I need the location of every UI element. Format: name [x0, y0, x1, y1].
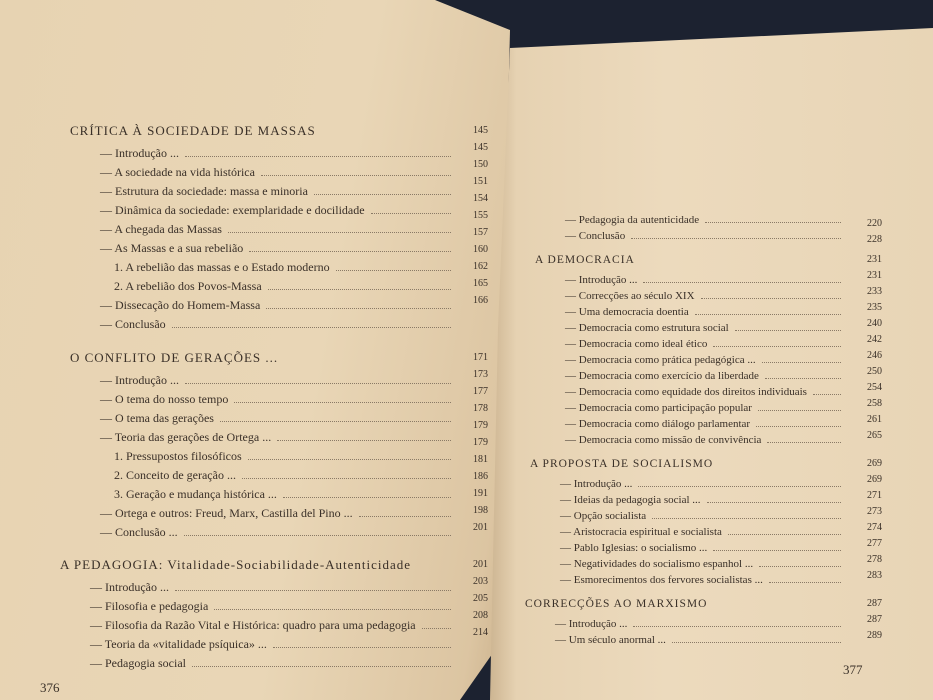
toc-entry	[525, 632, 845, 648]
toc-entry	[70, 163, 455, 182]
leader-dots	[735, 330, 841, 331]
toc-entry	[535, 304, 845, 320]
leader-dots	[248, 459, 451, 460]
toc-section	[525, 592, 845, 648]
leader-dots	[762, 362, 841, 363]
toc-section-title: A PEDAGOGIA: Vitalidade-Sociabilidade-Autenticidade	[60, 557, 412, 572]
toc-entry	[530, 572, 845, 588]
toc-entry-title: — Introdução ...	[565, 274, 638, 286]
toc-entry	[60, 616, 455, 635]
toc-entry-title: — Introdução ...	[560, 478, 633, 490]
toc-page-number: 269	[867, 458, 882, 469]
page-number-column	[852, 456, 882, 584]
toc-section-title: CORRECÇÕES AO MARXISMO	[525, 598, 708, 610]
toc-entry	[70, 447, 455, 466]
toc-entry	[535, 212, 845, 228]
toc-page-number: 269	[867, 474, 882, 485]
leader-dots	[705, 222, 841, 223]
toc-page-number: 181	[473, 454, 488, 465]
toc-entry	[70, 182, 455, 201]
toc-entry	[535, 432, 845, 448]
leader-dots	[769, 582, 841, 583]
toc-entry-title: — Democracia como prática pedagógica ...	[565, 354, 756, 366]
toc-section	[535, 248, 845, 448]
toc-entry	[530, 540, 845, 556]
toc-page-number: 287	[867, 598, 882, 609]
right-page-number: 377	[843, 662, 863, 677]
leader-dots	[422, 628, 451, 629]
toc-page-number: 145	[473, 125, 488, 136]
toc-page-number: 271	[867, 490, 882, 501]
toc-page-number: 283	[867, 570, 882, 581]
toc-entry	[535, 384, 845, 400]
toc-entry	[535, 400, 845, 416]
toc-page-number: 233	[867, 286, 882, 297]
toc-entry-title: — Democracia como missão de convivência	[565, 434, 762, 446]
toc-entry	[70, 523, 455, 542]
toc-entry-title: — Democracia como ideal ético	[565, 338, 708, 350]
toc-page-number: 157	[473, 227, 488, 238]
leader-dots	[249, 251, 451, 252]
toc-entry	[535, 288, 845, 304]
toc-entry	[70, 428, 455, 447]
toc-page-number: 166	[473, 295, 488, 306]
toc-section	[535, 212, 845, 244]
toc-page-number: 198	[473, 505, 488, 516]
toc-entry	[530, 524, 845, 540]
toc-page-number: 154	[473, 193, 488, 204]
toc-section	[70, 118, 455, 334]
toc-entry-title: — Opção socialista	[560, 510, 647, 522]
leader-dots	[268, 289, 451, 290]
toc-page-number: 179	[473, 437, 488, 448]
toc-page-number: 173	[473, 369, 488, 380]
toc-entry-title: — O tema das gerações	[100, 411, 214, 425]
toc-entry	[70, 504, 455, 523]
leader-dots	[172, 327, 451, 328]
toc-entry-title: — Conclusão ...	[100, 525, 178, 539]
toc-page-number: 191	[473, 488, 488, 499]
toc-entry	[70, 485, 455, 504]
toc-page-number: 250	[867, 366, 882, 377]
toc-page-number: 151	[473, 176, 488, 187]
toc-entry	[70, 201, 455, 220]
toc-entry-title: — Introdução ...	[555, 618, 628, 630]
toc-entry	[530, 508, 845, 524]
toc-entry	[70, 315, 455, 334]
toc-page-number: 205	[473, 593, 488, 604]
leader-dots	[273, 647, 451, 648]
toc-entry-title: — Aristocracia espiritual e socialista	[560, 526, 722, 538]
toc-page-number: 240	[867, 318, 882, 329]
page-number-column	[852, 252, 882, 444]
toc-section	[70, 345, 455, 542]
toc-entry-title: — Conclusão	[100, 317, 166, 331]
toc-entry-title: — Uma democracia doentia	[565, 306, 689, 318]
toc-page-number: 277	[867, 538, 882, 549]
toc-page-number: 177	[473, 386, 488, 397]
leader-dots	[643, 282, 841, 283]
leader-dots	[672, 642, 841, 643]
toc-entry-title: — Democracia como exercício da liberdade	[565, 370, 759, 382]
toc-entry-title: — A sociedade na vida histórica	[100, 165, 255, 179]
toc-entry-title: — Conclusão	[565, 230, 626, 242]
toc-entry	[535, 272, 845, 288]
toc-entry-title: — Dissecação do Homem-Massa	[100, 298, 261, 312]
toc-page-number: 201	[473, 559, 488, 570]
leader-dots	[261, 175, 451, 176]
leader-dots	[277, 440, 451, 441]
page-number-column	[458, 122, 488, 309]
toc-entry-title: — Pedagogia social	[90, 656, 186, 670]
toc-entry	[70, 371, 455, 390]
toc-page-number: 265	[867, 430, 882, 441]
leader-dots	[758, 410, 841, 411]
toc-section-title: O CONFLITO DE GERAÇÕES ...	[70, 350, 279, 365]
toc-entry	[535, 320, 845, 336]
leader-dots	[314, 194, 451, 195]
page-number-column	[852, 216, 882, 248]
toc-entry-title: — Filosofia e pedagogia	[90, 599, 209, 613]
toc-entry	[60, 597, 455, 616]
toc-page-number: 235	[867, 302, 882, 313]
toc-entry-title: 2. Conceito de geração ...	[114, 468, 236, 482]
toc-entry-title: — A chegada das Massas	[100, 222, 222, 236]
toc-entry	[70, 409, 455, 428]
toc-page-number: 274	[867, 522, 882, 533]
leader-dots	[638, 486, 841, 487]
leader-dots	[234, 402, 451, 403]
toc-entry-title: — Introdução ...	[100, 373, 179, 387]
leader-dots	[765, 378, 841, 379]
leader-dots	[228, 232, 451, 233]
toc-page-number: 165	[473, 278, 488, 289]
toc-entry	[535, 228, 845, 244]
toc-page-number: 287	[867, 614, 882, 625]
toc-page-number: 160	[473, 244, 488, 255]
toc-entry-title: — Um século anormal ...	[555, 634, 666, 646]
toc-page-number: 179	[473, 420, 488, 431]
page-number-column	[458, 556, 488, 641]
leader-dots	[336, 270, 451, 271]
leader-dots	[633, 626, 841, 627]
leader-dots	[192, 666, 451, 667]
toc-page-number: 208	[473, 610, 488, 621]
toc-page-number: 231	[867, 254, 882, 265]
toc-entry	[530, 556, 845, 572]
leader-dots	[713, 346, 841, 347]
leader-dots	[695, 314, 841, 315]
leader-dots	[185, 156, 451, 157]
toc-page-number: 171	[473, 352, 488, 363]
leader-dots	[759, 566, 841, 567]
toc-entry-title: — Filosofia da Razão Vital e Histórica: quadro para uma pedagogia	[90, 618, 416, 632]
toc-page-number: 278	[867, 554, 882, 565]
toc-section	[60, 552, 455, 673]
toc-entry	[70, 277, 455, 296]
page-number-column	[852, 596, 882, 644]
toc-entry-title: — Introdução ...	[100, 146, 179, 160]
toc-entry-title: — Esmorecimentos dos fervores socialistas ...	[560, 574, 763, 586]
toc-page-number: 162	[473, 261, 488, 272]
toc-entry	[70, 220, 455, 239]
toc-entry-title: — Democracia como equidade dos direitos individuais	[565, 386, 807, 398]
leader-dots	[813, 394, 841, 395]
toc-entry	[535, 336, 845, 352]
leader-dots	[175, 590, 451, 591]
leader-dots	[756, 426, 841, 427]
leader-dots	[214, 609, 451, 610]
toc-entry-title: — O tema do nosso tempo	[100, 392, 229, 406]
toc-page-number: 246	[867, 350, 882, 361]
toc-entry	[70, 144, 455, 163]
toc-entry	[535, 352, 845, 368]
leader-dots	[220, 421, 451, 422]
toc-page-number: 231	[867, 270, 882, 281]
toc-page-number: 145	[473, 142, 488, 153]
toc-entry	[535, 416, 845, 432]
toc-entry-title: — As Massas e a sua rebelião	[100, 241, 244, 255]
toc-page-number: 273	[867, 506, 882, 517]
toc-section-title: A PROPOSTA DE SOCIALISMO	[530, 458, 714, 470]
toc-page-number: 261	[867, 414, 882, 425]
toc-page-number: 254	[867, 382, 882, 393]
toc-page-number: 201	[473, 522, 488, 533]
toc-entry-title: — Democracia como estrutura social	[565, 322, 729, 334]
toc-section-title: CRÍTICA À SOCIEDADE DE MASSAS	[70, 123, 316, 138]
leader-dots	[184, 535, 451, 536]
toc-page-number: 203	[473, 576, 488, 587]
toc-entry	[535, 368, 845, 384]
toc-entry-title: — Estrutura da sociedade: massa e minoria	[100, 184, 308, 198]
toc-entry-title: — Democracia como participação popular	[565, 402, 752, 414]
toc-page-number: 214	[473, 627, 488, 638]
toc-entry	[60, 635, 455, 654]
toc-entry	[60, 654, 455, 673]
leader-dots	[767, 442, 841, 443]
toc-entry-title: — Democracia como diálogo parlamentar	[565, 418, 751, 430]
toc-page-number: 220	[867, 218, 882, 229]
page-number-column	[458, 349, 488, 536]
toc-page-number: 258	[867, 398, 882, 409]
leader-dots	[359, 516, 451, 517]
toc-entry-title: — Ortega e outros: Freud, Marx, Castilla del Pino ...	[100, 506, 353, 520]
leader-dots	[631, 238, 841, 239]
toc-entry-title: 1. A rebelião das massas e o Estado moderno	[114, 260, 330, 274]
toc-page-number: 178	[473, 403, 488, 414]
leader-dots	[652, 518, 841, 519]
toc-entry-title: — Pablo Iglesias: o socialismo ...	[560, 542, 708, 554]
toc-entry-title: 1. Pressupostos filosóficos	[114, 449, 242, 463]
leader-dots	[283, 497, 451, 498]
toc-section-title: A DEMOCRACIA	[535, 254, 635, 266]
toc-entry	[530, 492, 845, 508]
leader-dots	[371, 213, 451, 214]
leader-dots	[707, 502, 841, 503]
toc-entry	[70, 466, 455, 485]
toc-page-number: 186	[473, 471, 488, 482]
toc-entry	[60, 578, 455, 597]
toc-entry-title: — Dinâmica da sociedade: exemplaridade e docilidade	[100, 203, 365, 217]
toc-entry-title: — Correcções ao século XIX	[565, 290, 695, 302]
toc-section	[530, 452, 845, 588]
toc-entry-title: — Ideias da pedagogia social ...	[560, 494, 701, 506]
toc-entry	[530, 476, 845, 492]
leader-dots	[242, 478, 451, 479]
toc-entry-title: — Pedagogia da autenticidade	[565, 214, 700, 226]
toc-entry-title: — Negatividades do socialismo espanhol ...	[560, 558, 754, 570]
toc-entry-title: — Teoria das gerações de Ortega ...	[100, 430, 272, 444]
toc-entry	[525, 616, 845, 632]
toc-page-number: 155	[473, 210, 488, 221]
toc-entry-title: 2. A rebelião dos Povos-Massa	[114, 279, 262, 293]
toc-page-number: 228	[867, 234, 882, 245]
toc-page-number: 242	[867, 334, 882, 345]
toc-page-number: 150	[473, 159, 488, 170]
toc-entry	[70, 258, 455, 277]
leader-dots	[728, 534, 841, 535]
toc-entry	[70, 239, 455, 258]
toc-entry	[70, 296, 455, 315]
toc-entry-title: 3. Geração e mudança histórica ...	[114, 487, 277, 501]
leader-dots	[701, 298, 841, 299]
toc-page-number: 289	[867, 630, 882, 641]
left-page-number: 376	[40, 680, 60, 695]
leader-dots	[185, 383, 451, 384]
leader-dots	[713, 550, 841, 551]
toc-entry-title: — Introdução ...	[90, 580, 169, 594]
toc-entry	[70, 390, 455, 409]
toc-entry-title: — Teoria da «vitalidade psíquica» ...	[90, 637, 267, 651]
leader-dots	[266, 308, 451, 309]
